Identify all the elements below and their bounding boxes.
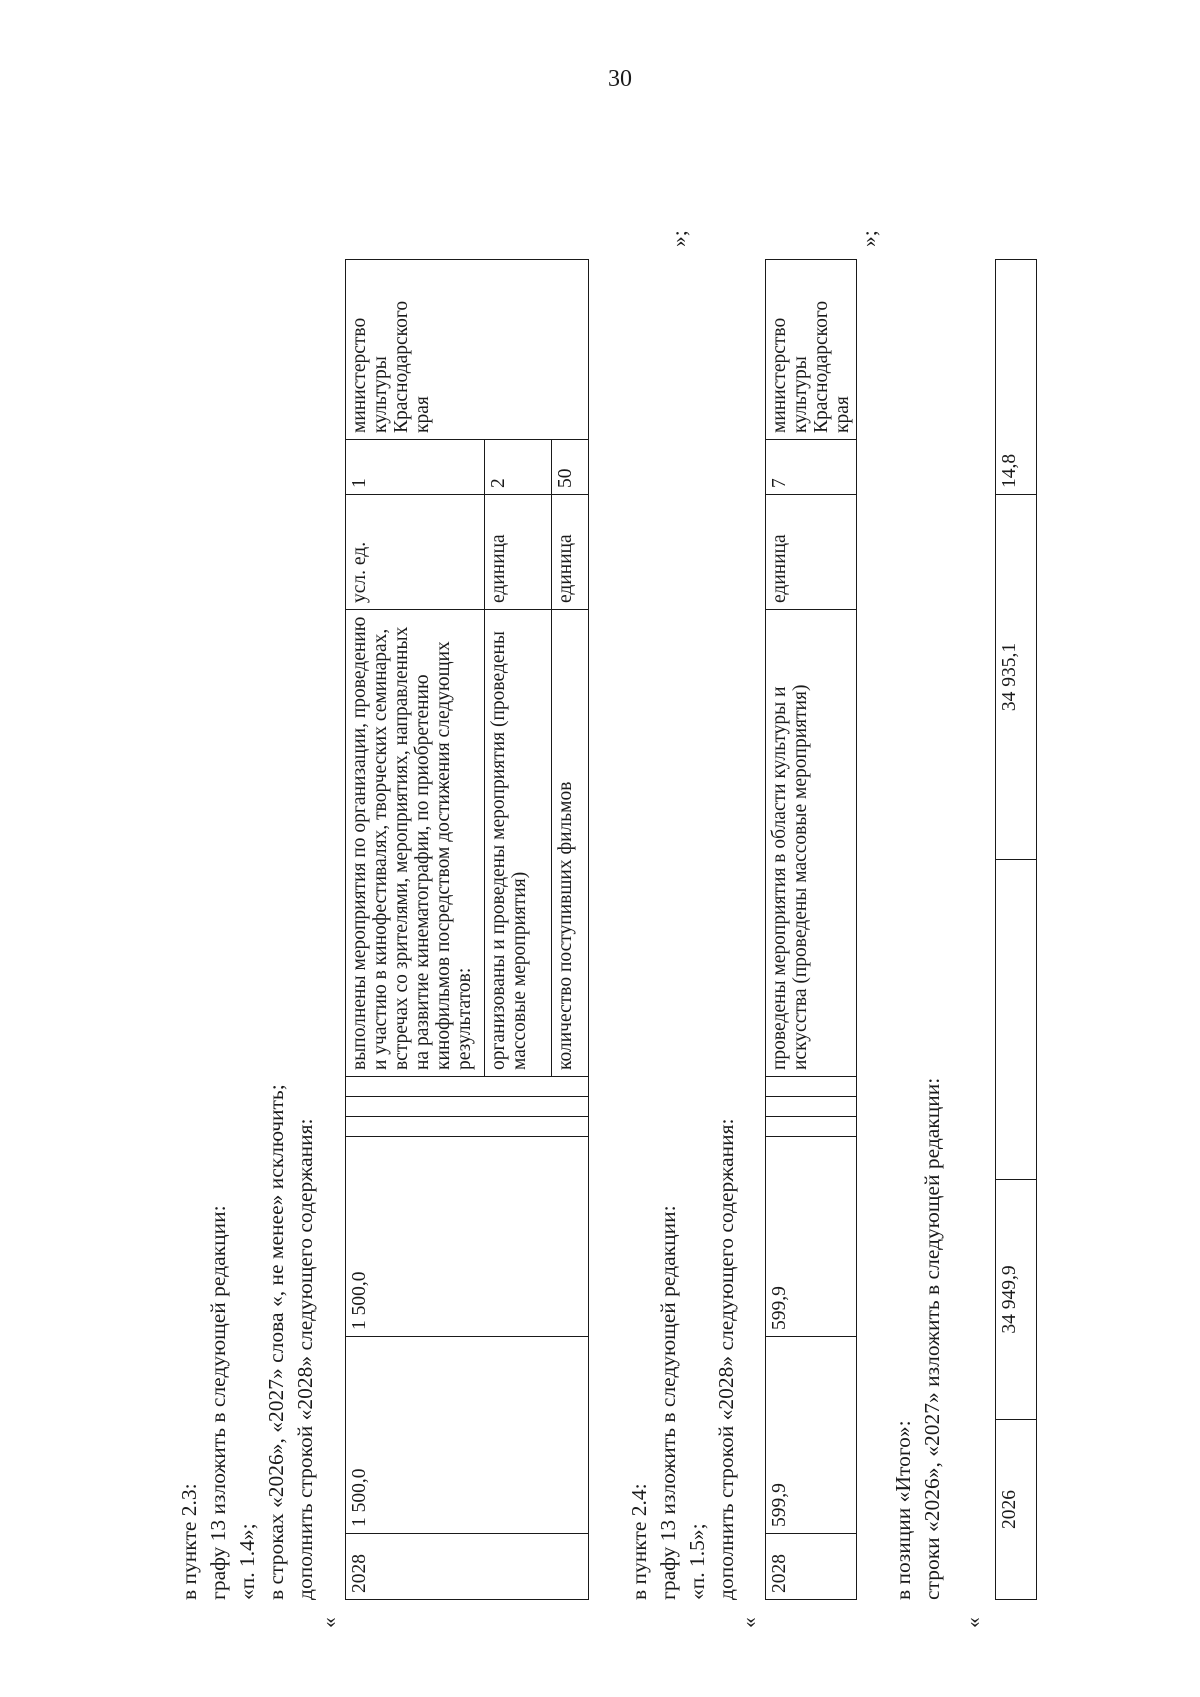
text-line: в позиции «Итого»: [891, 1420, 915, 1600]
result-text-cell: проведены мероприятия в области культуры и искусства (проведены массовые мероприятия) [766, 610, 857, 1077]
amount-cell: 34 949,9 [996, 1180, 1037, 1420]
text-line: «п. 1.4»; [235, 1523, 259, 1600]
empty-cell [766, 1117, 857, 1137]
year-cell: 2028 [346, 1534, 589, 1600]
executor-cell: министерство культуры Краснодарского края [766, 260, 857, 440]
unit-cell: единица [766, 495, 857, 610]
text-line: дополнить строкой «2028» следующего содержания: [293, 1118, 317, 1600]
result-text-cell: выполнены мероприятия по организации, проведению и участию в кинофестивалях, творческих семинарах, встречах со зрителями, мероприятиях, направленных на развитие кинематографии, по приобретению кинофильмов посредством достижения следующих результатов: [346, 610, 485, 1077]
table-row [346, 260, 485, 1600]
section-2-4-text [625, 1118, 741, 1600]
table-total [995, 259, 1037, 1600]
close-quote: »; [667, 230, 691, 247]
close-quote: »; [857, 230, 881, 247]
open-quote: « [737, 1617, 761, 1628]
amount-cell: 599,9 [766, 1337, 857, 1534]
text-line: графу 13 изложить в следующей редакции: [206, 1205, 230, 1600]
table-row [996, 260, 1037, 1600]
table-2-3 [345, 259, 589, 1600]
text-line: графу 13 изложить в следующей редакции: [656, 1205, 680, 1600]
amount-cell: 1 500,0 [346, 1137, 589, 1337]
value-cell: 1 [346, 440, 485, 495]
rotated-content [175, 100, 1175, 1628]
text-line: в строках «2026», «2027» слова «, не менее» исключить; [264, 1084, 288, 1600]
text-line: в пункте 2.4: [627, 1483, 651, 1600]
value-cell: 7 [766, 440, 857, 495]
section-2-3-text [175, 1084, 320, 1600]
value-cell: 50 [552, 440, 589, 495]
empty-cell [766, 1077, 857, 1097]
amount-cell: 34 935,1 [996, 495, 1037, 860]
year-cell: 2028 [766, 1534, 857, 1600]
empty-cell [996, 860, 1037, 1180]
unit-cell: единица [552, 495, 589, 610]
table-2-4 [765, 259, 857, 1600]
empty-cell [346, 1117, 589, 1137]
open-quote: « [961, 1617, 985, 1628]
page-number: 30 [608, 66, 632, 92]
amount-cell: 599,9 [766, 1137, 857, 1337]
table-row [766, 260, 857, 1600]
year-cell: 2026 [996, 1420, 1037, 1600]
value-cell: 2 [485, 440, 552, 495]
empty-cell [346, 1077, 589, 1097]
unit-cell: единица [485, 495, 552, 610]
amount-cell: 14,8 [996, 260, 1037, 495]
open-quote: « [317, 1617, 341, 1628]
text-line: дополнить строкой «2028» следующего содержания: [714, 1118, 738, 1600]
result-text-cell: организованы и проведены мероприятия (проведены массовые мероприятия) [485, 610, 552, 1077]
amount-cell: 1 500,0 [346, 1337, 589, 1534]
empty-cell [346, 1097, 589, 1117]
result-text-cell: количество поступивших фильмов [552, 610, 589, 1077]
text-line: «п. 1.5»; [685, 1523, 709, 1600]
executor-cell: министерство культуры Краснодарского края [346, 260, 589, 440]
text-line: в пункте 2.3: [177, 1483, 201, 1600]
unit-cell: усл. ед. [346, 495, 485, 610]
empty-cell [766, 1097, 857, 1117]
text-line: строки «2026», «2027» изложить в следующей редакции: [920, 1077, 944, 1600]
section-total-text [889, 1078, 947, 1600]
